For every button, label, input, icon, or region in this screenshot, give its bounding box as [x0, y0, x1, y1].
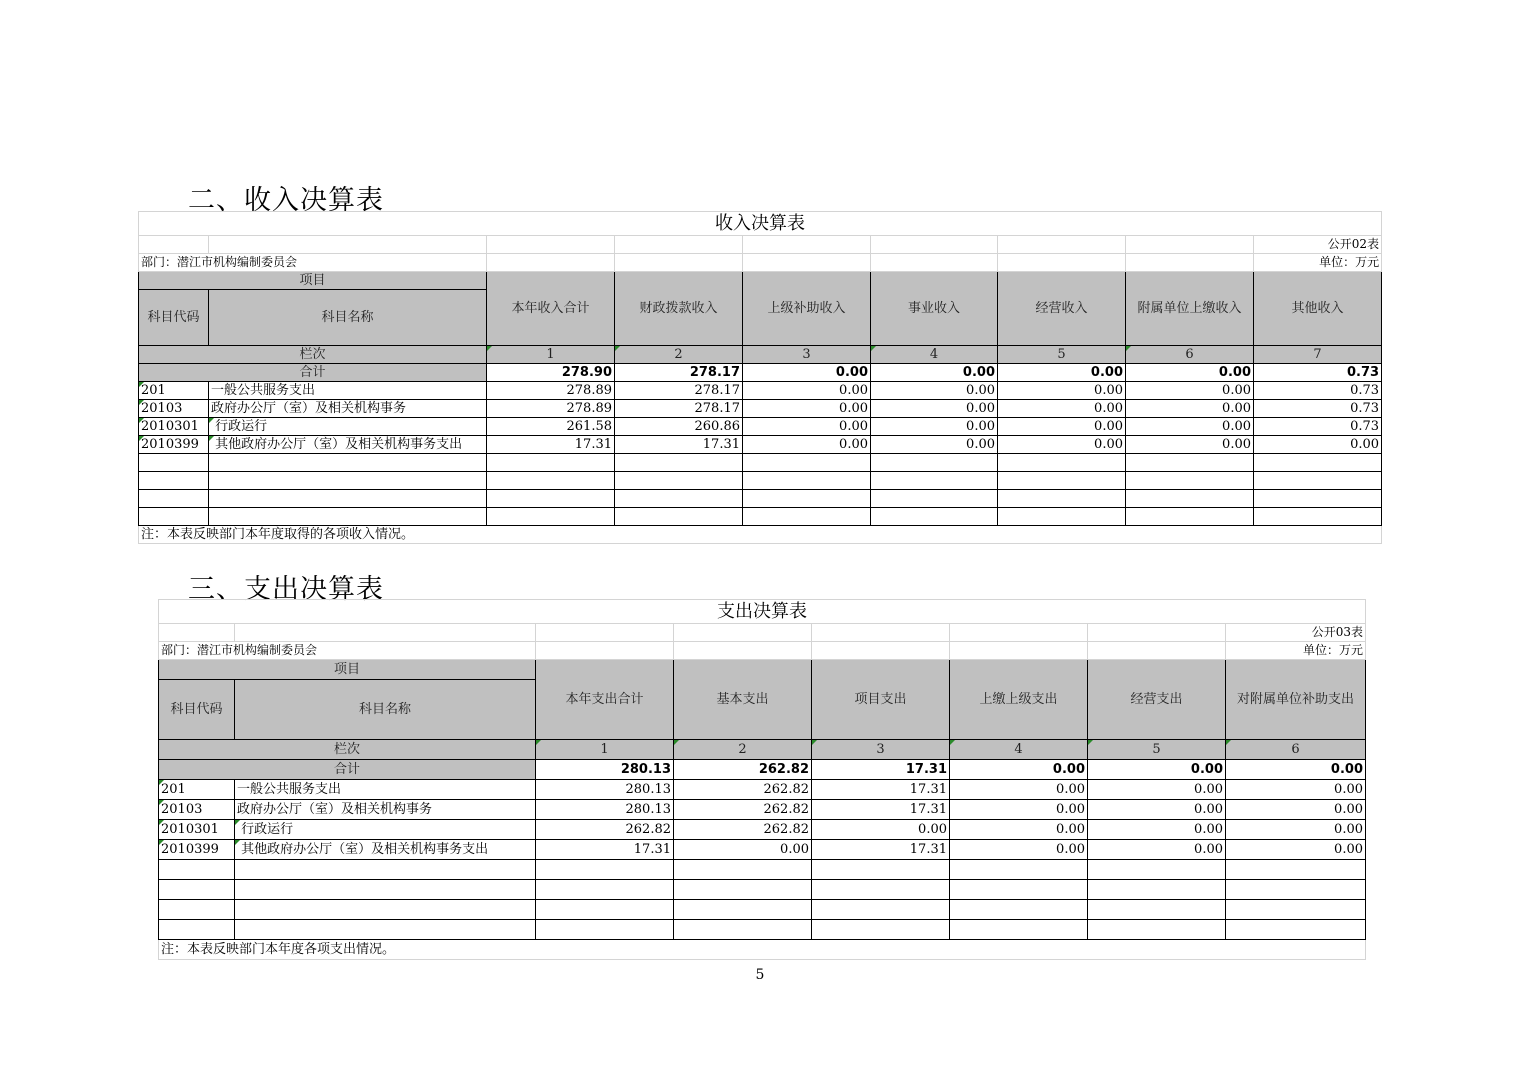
expense-col-header: 项目支出: [812, 660, 950, 740]
expense-note: 注：本表反映部门本年度各项支出情况。: [159, 940, 1366, 960]
expense-col-number: 3: [812, 740, 950, 760]
expense-row-code: 20103: [159, 800, 235, 820]
income-cell: 0.00: [1254, 436, 1382, 454]
expense-cell: 17.31: [536, 840, 674, 860]
income-cell: 0.00: [1126, 382, 1254, 400]
expense-total-value: 280.13: [536, 760, 674, 780]
income-total-value: 278.90: [487, 364, 615, 382]
income-table-title: 收入决算表: [139, 212, 1382, 236]
income-cell: 0.00: [1126, 418, 1254, 436]
expense-cell: 280.13: [536, 800, 674, 820]
expense-row-label: 栏次: [159, 740, 536, 760]
income-cell: 0.00: [998, 382, 1126, 400]
expense-cell: 0.00: [1088, 800, 1226, 820]
expense-table-title: 支出决算表: [159, 600, 1366, 624]
page-number: 5: [755, 967, 765, 983]
expense-col-number: 5: [1088, 740, 1226, 760]
expense-col-header: 本年支出合计: [536, 660, 674, 740]
income-col-header: 其他收入: [1254, 272, 1382, 346]
table-row: [159, 820, 1366, 840]
income-row-name: 政府办公厅（室）及相关机构事务: [209, 400, 487, 418]
expense-row-name: 一般公共服务支出: [235, 780, 536, 800]
income-total-value: 0.73: [1254, 364, 1382, 382]
expense-col-number: 4: [950, 740, 1088, 760]
income-cell: 0.00: [998, 436, 1126, 454]
expense-row-code: 2010301: [159, 820, 235, 840]
income-unit: 单位：万元: [1254, 254, 1382, 272]
income-form-number: 公开02表: [1254, 236, 1382, 254]
expense-cell: 0.00: [950, 820, 1088, 840]
income-cell: 0.00: [871, 436, 998, 454]
table-row: [139, 382, 1382, 400]
expense-code-header: 科目代码: [159, 680, 235, 740]
income-code-header: 科目代码: [139, 290, 209, 346]
income-col-number: 4: [871, 346, 998, 364]
expense-row-name: 行政运行: [235, 820, 536, 840]
expense-row-name: 政府办公厅（室）及相关机构事务: [235, 800, 536, 820]
expense-total-label: 合计: [159, 760, 536, 780]
expense-cell: 280.13: [536, 780, 674, 800]
income-cell: 261.58: [487, 418, 615, 436]
table-row: [159, 800, 1366, 820]
empty-row: [139, 508, 1382, 526]
table-row: [139, 418, 1382, 436]
income-row-name: 其他政府办公厅（室）及相关机构事务支出: [209, 436, 487, 454]
income-total-value: 0.00: [871, 364, 998, 382]
income-table: [138, 211, 1382, 544]
income-col-number: 3: [743, 346, 871, 364]
expense-total-value: 17.31: [812, 760, 950, 780]
expense-col-number: 2: [674, 740, 812, 760]
income-cell: 17.31: [487, 436, 615, 454]
expense-cell: 0.00: [1088, 840, 1226, 860]
income-col-header: 上级补助收入: [743, 272, 871, 346]
income-cell: 0.00: [743, 382, 871, 400]
expense-cell: 17.31: [812, 780, 950, 800]
expense-unit: 单位：万元: [1226, 642, 1366, 660]
expense-cell: 0.00: [950, 840, 1088, 860]
expense-total-value: 0.00: [1088, 760, 1226, 780]
expense-total-value: 0.00: [950, 760, 1088, 780]
income-total-value: 0.00: [743, 364, 871, 382]
expense-cell: 0.00: [950, 780, 1088, 800]
table-row: [139, 400, 1382, 418]
income-cell: 0.00: [743, 400, 871, 418]
expense-col-number: 6: [1226, 740, 1366, 760]
income-total-label: 合计: [139, 364, 487, 382]
income-col-number: 1: [487, 346, 615, 364]
income-total-value: 0.00: [1126, 364, 1254, 382]
income-cell: 17.31: [615, 436, 743, 454]
expense-cell: 17.31: [812, 800, 950, 820]
income-col-header: 事业收入: [871, 272, 998, 346]
expense-row-code: 2010399: [159, 840, 235, 860]
income-total-value: 0.00: [998, 364, 1126, 382]
empty-row: [139, 454, 1382, 472]
income-cell: 278.89: [487, 400, 615, 418]
income-row-name: 行政运行: [209, 418, 487, 436]
expense-total-value: 262.82: [674, 760, 812, 780]
empty-row: [159, 880, 1366, 900]
expense-cell: 0.00: [1226, 780, 1366, 800]
expense-cell: 262.82: [674, 780, 812, 800]
empty-row: [139, 472, 1382, 490]
empty-row: [159, 860, 1366, 880]
income-cell: 0.00: [871, 382, 998, 400]
expense-cell: 262.82: [674, 820, 812, 840]
income-total-value: 278.17: [615, 364, 743, 382]
income-cell: 0.00: [998, 418, 1126, 436]
table-row: [159, 840, 1366, 860]
income-name-header: 科目名称: [209, 290, 487, 346]
expense-col-header: 上缴上级支出: [950, 660, 1088, 740]
income-department: 部门：潜江市机构编制委员会: [139, 254, 487, 272]
empty-row: [159, 900, 1366, 920]
expense-cell: 0.00: [1226, 800, 1366, 820]
income-col-number: 5: [998, 346, 1126, 364]
income-cell: 0.73: [1254, 382, 1382, 400]
income-row-code: 20103: [139, 400, 209, 418]
income-col-header: 经营收入: [998, 272, 1126, 346]
expense-cell: 0.00: [950, 800, 1088, 820]
income-cell: 278.89: [487, 382, 615, 400]
income-row-code: 201: [139, 382, 209, 400]
income-cell: 0.00: [871, 400, 998, 418]
expense-cell: 17.31: [812, 840, 950, 860]
expense-cell: 0.00: [1088, 780, 1226, 800]
expense-col-header: 对附属单位补助支出: [1226, 660, 1366, 740]
expense-cell: 0.00: [1226, 820, 1366, 840]
expense-cell: 0.00: [674, 840, 812, 860]
expense-col-number: 1: [536, 740, 674, 760]
expense-name-header: 科目名称: [235, 680, 536, 740]
income-total-row: [139, 364, 1382, 382]
income-row-name: 一般公共服务支出: [209, 382, 487, 400]
income-cell: 260.86: [615, 418, 743, 436]
income-note: 注：本表反映部门本年度取得的各项收入情况。: [139, 526, 1382, 544]
income-col-number: 7: [1254, 346, 1382, 364]
income-cell: 0.00: [743, 418, 871, 436]
expense-cell: 0.00: [1088, 820, 1226, 840]
income-row-label: 栏次: [139, 346, 487, 364]
expense-col-header: 经营支出: [1088, 660, 1226, 740]
expense-department: 部门：潜江市机构编制委员会: [159, 642, 536, 660]
income-project-header: 项目: [139, 272, 487, 290]
expense-row-code: 201: [159, 780, 235, 800]
income-col-header: 附属单位上缴收入: [1126, 272, 1254, 346]
income-col-header: 财政拨款收入: [615, 272, 743, 346]
income-cell: 0.00: [743, 436, 871, 454]
income-section-heading: 二、收入决算表: [188, 185, 384, 216]
income-col-number: 6: [1126, 346, 1254, 364]
empty-row: [159, 920, 1366, 940]
income-cell: 0.00: [998, 400, 1126, 418]
expense-cell: 262.82: [674, 800, 812, 820]
expense-col-header: 基本支出: [674, 660, 812, 740]
empty-row: [139, 490, 1382, 508]
income-cell: 0.00: [1126, 400, 1254, 418]
income-col-header: 本年收入合计: [487, 272, 615, 346]
expense-total-value: 0.00: [1226, 760, 1366, 780]
expense-form-number: 公开03表: [1226, 624, 1366, 642]
expense-cell: 0.00: [812, 820, 950, 840]
expense-cell: 0.00: [1226, 840, 1366, 860]
expense-section-heading: 三、支出决算表: [188, 574, 384, 605]
income-cell: 0.73: [1254, 418, 1382, 436]
income-row-code: 2010399: [139, 436, 209, 454]
expense-project-header: 项目: [159, 660, 536, 680]
expense-row-name: 其他政府办公厅（室）及相关机构事务支出: [235, 840, 536, 860]
income-col-number: 2: [615, 346, 743, 364]
income-cell: 0.00: [1126, 436, 1254, 454]
income-cell: 0.00: [871, 418, 998, 436]
table-row: [139, 436, 1382, 454]
income-cell: 0.73: [1254, 400, 1382, 418]
income-cell: 278.17: [615, 400, 743, 418]
expense-table: [158, 599, 1366, 960]
income-row-code: 2010301: [139, 418, 209, 436]
expense-total-row: [159, 760, 1366, 780]
table-row: [159, 780, 1366, 800]
expense-cell: 262.82: [536, 820, 674, 840]
income-cell: 278.17: [615, 382, 743, 400]
